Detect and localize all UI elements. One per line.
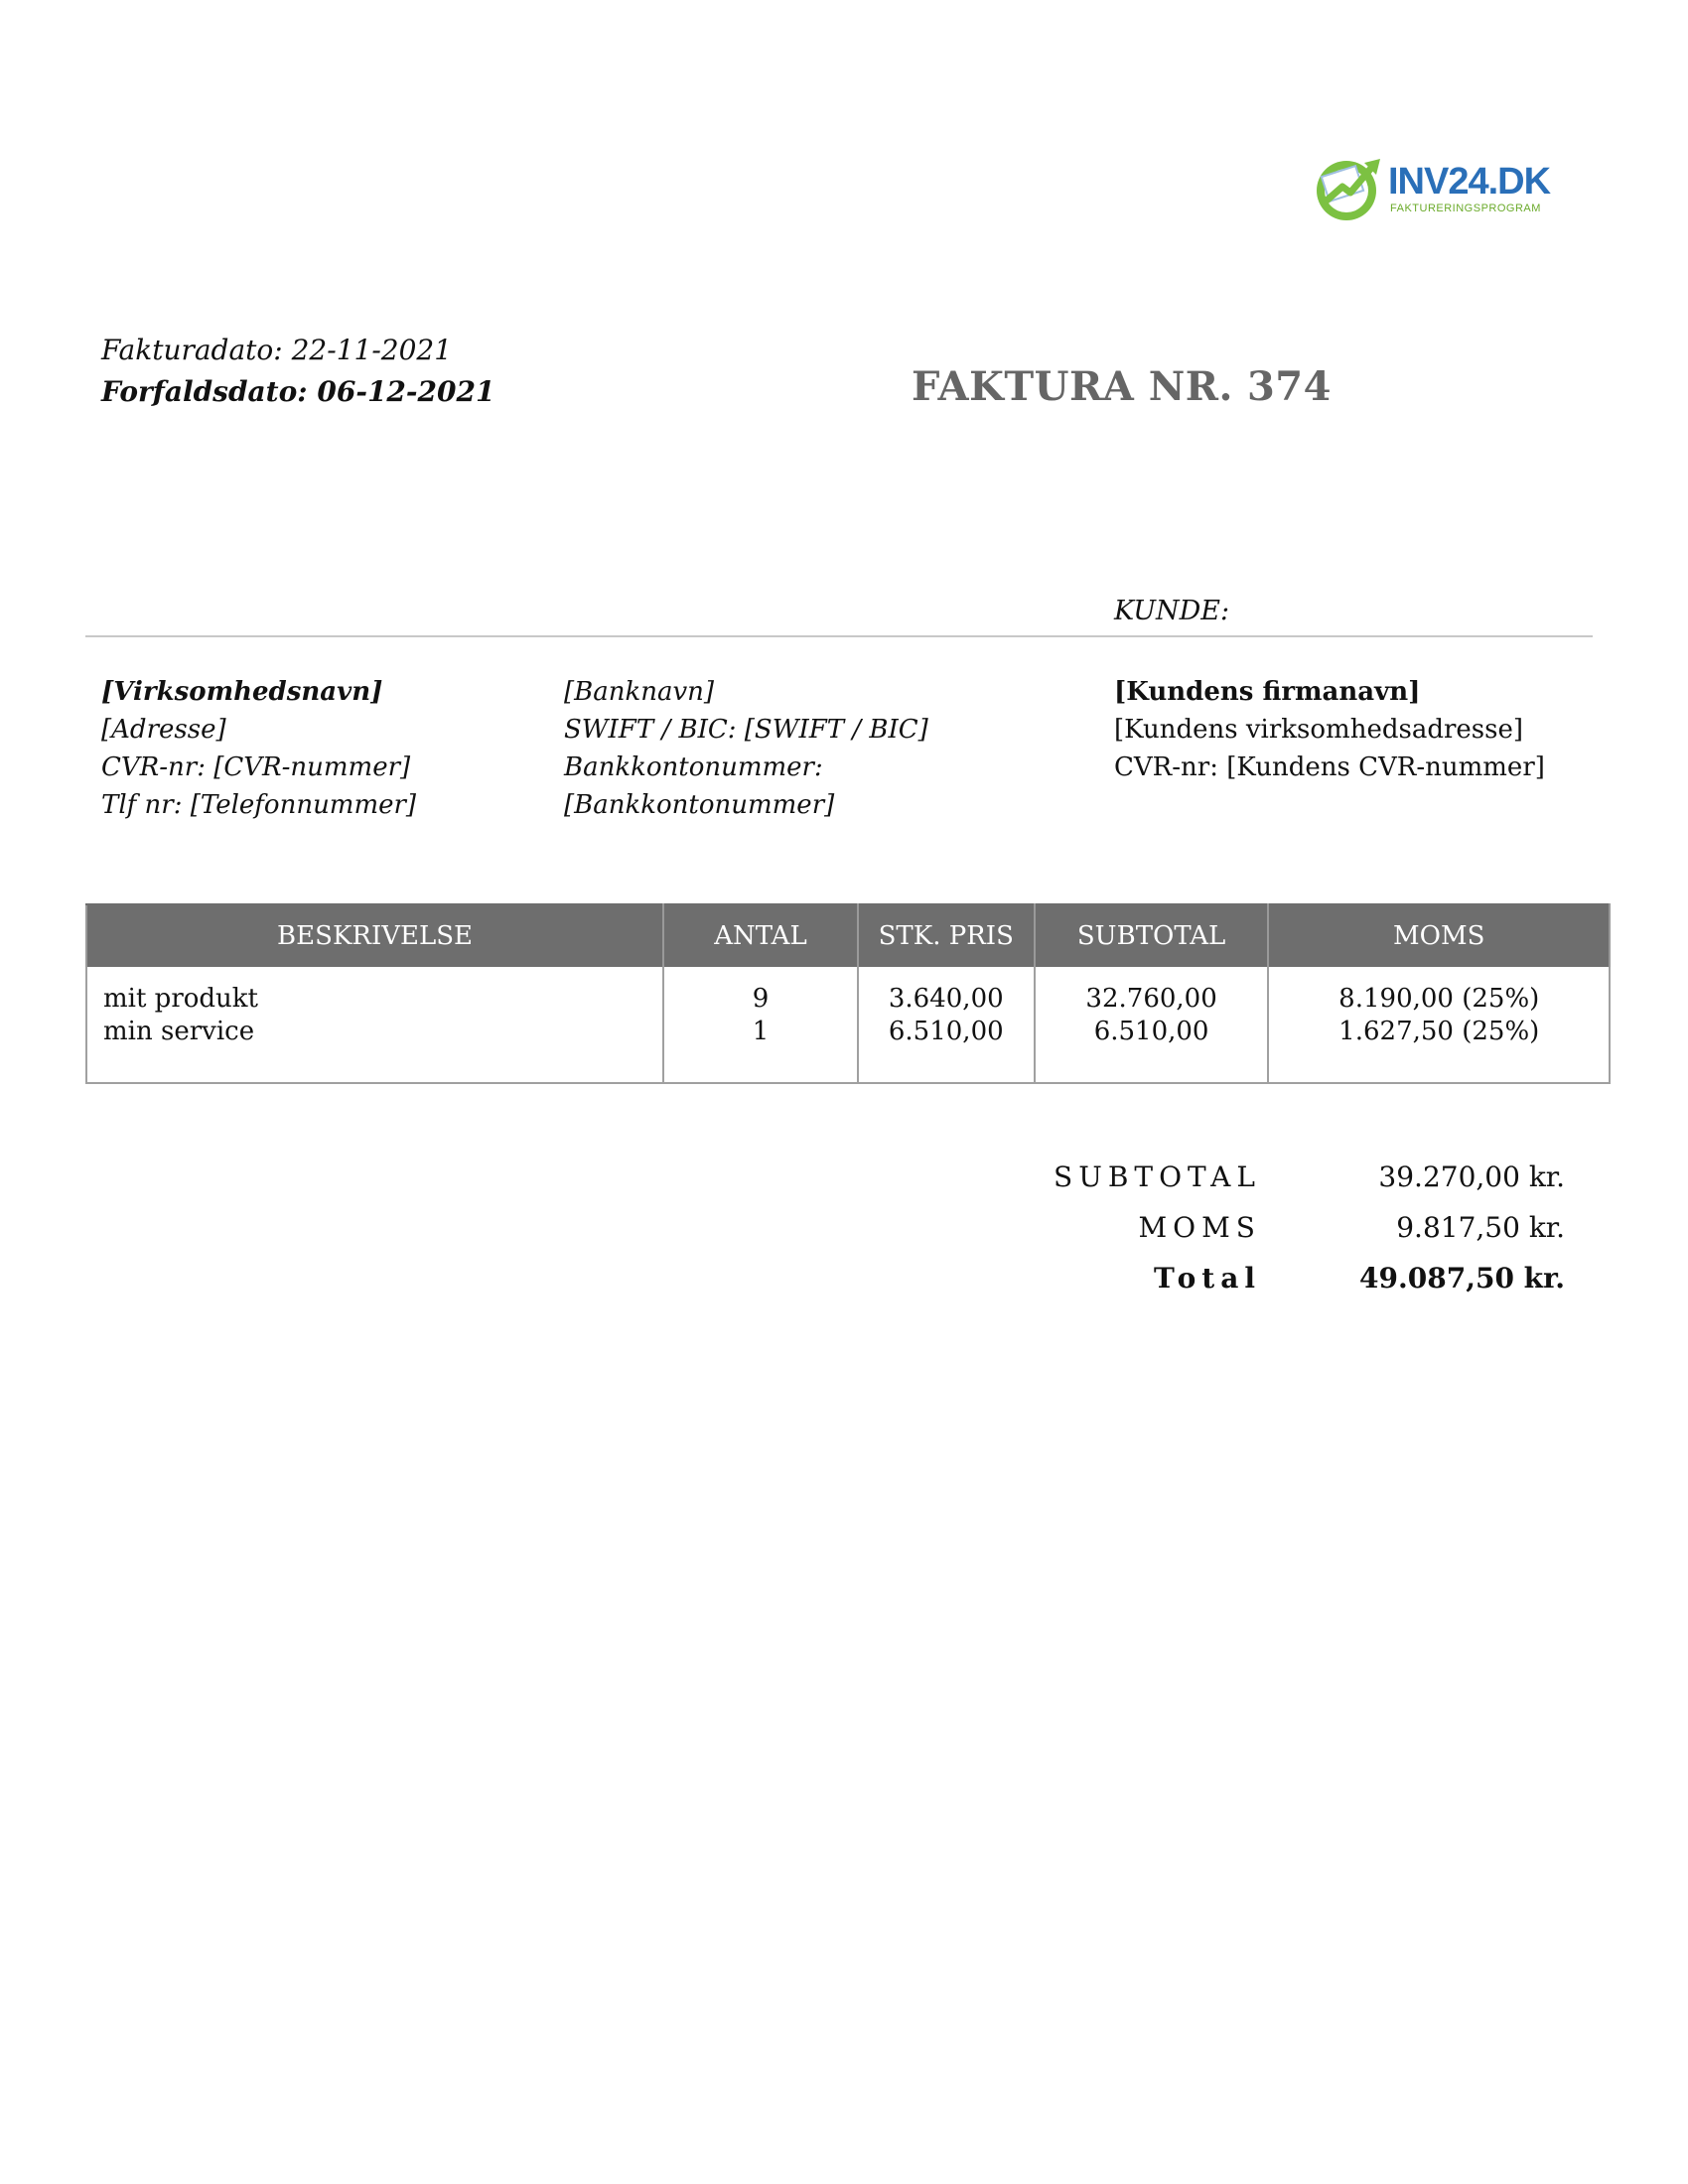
bank-info [564,673,928,824]
item-vat: 1.627,50 (25%) [1338,1017,1540,1046]
customer-cvr: CVR-nr: [Kundens CVR-nummer] [1114,752,1545,782]
company-phone: Tlf nr: [Telefonnummer] [101,790,417,820]
invoice-date: Fakturadato: 22-11-2021 [101,334,453,366]
item-quantity: 9 [752,984,770,1014]
line-items-table [85,903,1611,1084]
cell-quantity [663,967,858,1083]
cell-unit-price [858,967,1035,1083]
item-subtotal: 32.760,00 [1085,984,1217,1014]
bank-account-label: Bankkontonummer: [564,752,823,782]
company-name: [Virksomhedsnavn] [101,677,383,707]
invoice-number: 374 [1246,363,1332,410]
item-description: min service [103,1017,255,1046]
item-vat: 8.190,00 (25%) [1338,984,1540,1014]
cell-subtotal [1035,967,1269,1083]
customer-heading: KUNDE: [1114,596,1230,626]
header-vat: MOMS [1268,904,1610,967]
table-row [86,967,1610,1083]
invoice-title-label: FAKTURA NR. [912,363,1233,410]
invoice-dates [101,330,494,413]
total-label: Total [1153,1262,1261,1295]
company-logo [1313,149,1551,228]
bank-name: [Banknavn] [564,677,715,707]
bank-account: [Bankkontonummer] [564,790,835,820]
subtotal-label: SUBTOTAL [1054,1160,1261,1193]
due-date: Forfaldsdato: 06-12-2021 [101,375,495,408]
customer-address: [Kundens virksomhedsadresse] [1114,715,1524,745]
header-description: BESKRIVELSE [86,904,663,967]
invoice-title [912,363,1332,410]
header-quantity: ANTAL [663,904,858,967]
vat-label: MOMS [1138,1211,1261,1244]
customer-info [1114,673,1545,786]
item-subtotal: 6.510,00 [1093,1017,1209,1046]
subtotal-row [993,1152,1565,1202]
item-unit-price: 3.640,00 [888,984,1004,1014]
total-value: 49.087,50 kr. [1359,1262,1565,1295]
item-unit-price: 6.510,00 [888,1017,1004,1046]
vat-value: 9.817,50 kr. [1396,1211,1565,1244]
totals-block [993,1152,1565,1303]
company-address: [Adresse] [101,715,226,745]
header-subtotal: SUBTOTAL [1035,904,1269,967]
subtotal-value: 39.270,00 kr. [1378,1160,1565,1193]
logo-tagline: FAKTURERINGSPROGRAM [1390,203,1541,214]
logo-wordmark: INV24.DK [1388,161,1551,203]
header-divider [85,635,1593,637]
table-header-row [86,904,1610,967]
customer-name: [Kundens firmanavn] [1114,677,1421,707]
item-description: mit produkt [103,984,258,1014]
chart-arrow-logo-icon [1313,153,1384,224]
item-quantity: 1 [752,1017,770,1046]
header-unit-price: STK. PRIS [858,904,1035,967]
cell-description [86,967,663,1083]
total-row [993,1253,1565,1303]
vat-row [993,1202,1565,1253]
bank-swift: SWIFT / BIC: [SWIFT / BIC] [564,715,928,745]
company-info [101,673,416,824]
company-cvr: CVR-nr: [CVR-nummer] [101,752,411,782]
cell-vat [1268,967,1610,1083]
